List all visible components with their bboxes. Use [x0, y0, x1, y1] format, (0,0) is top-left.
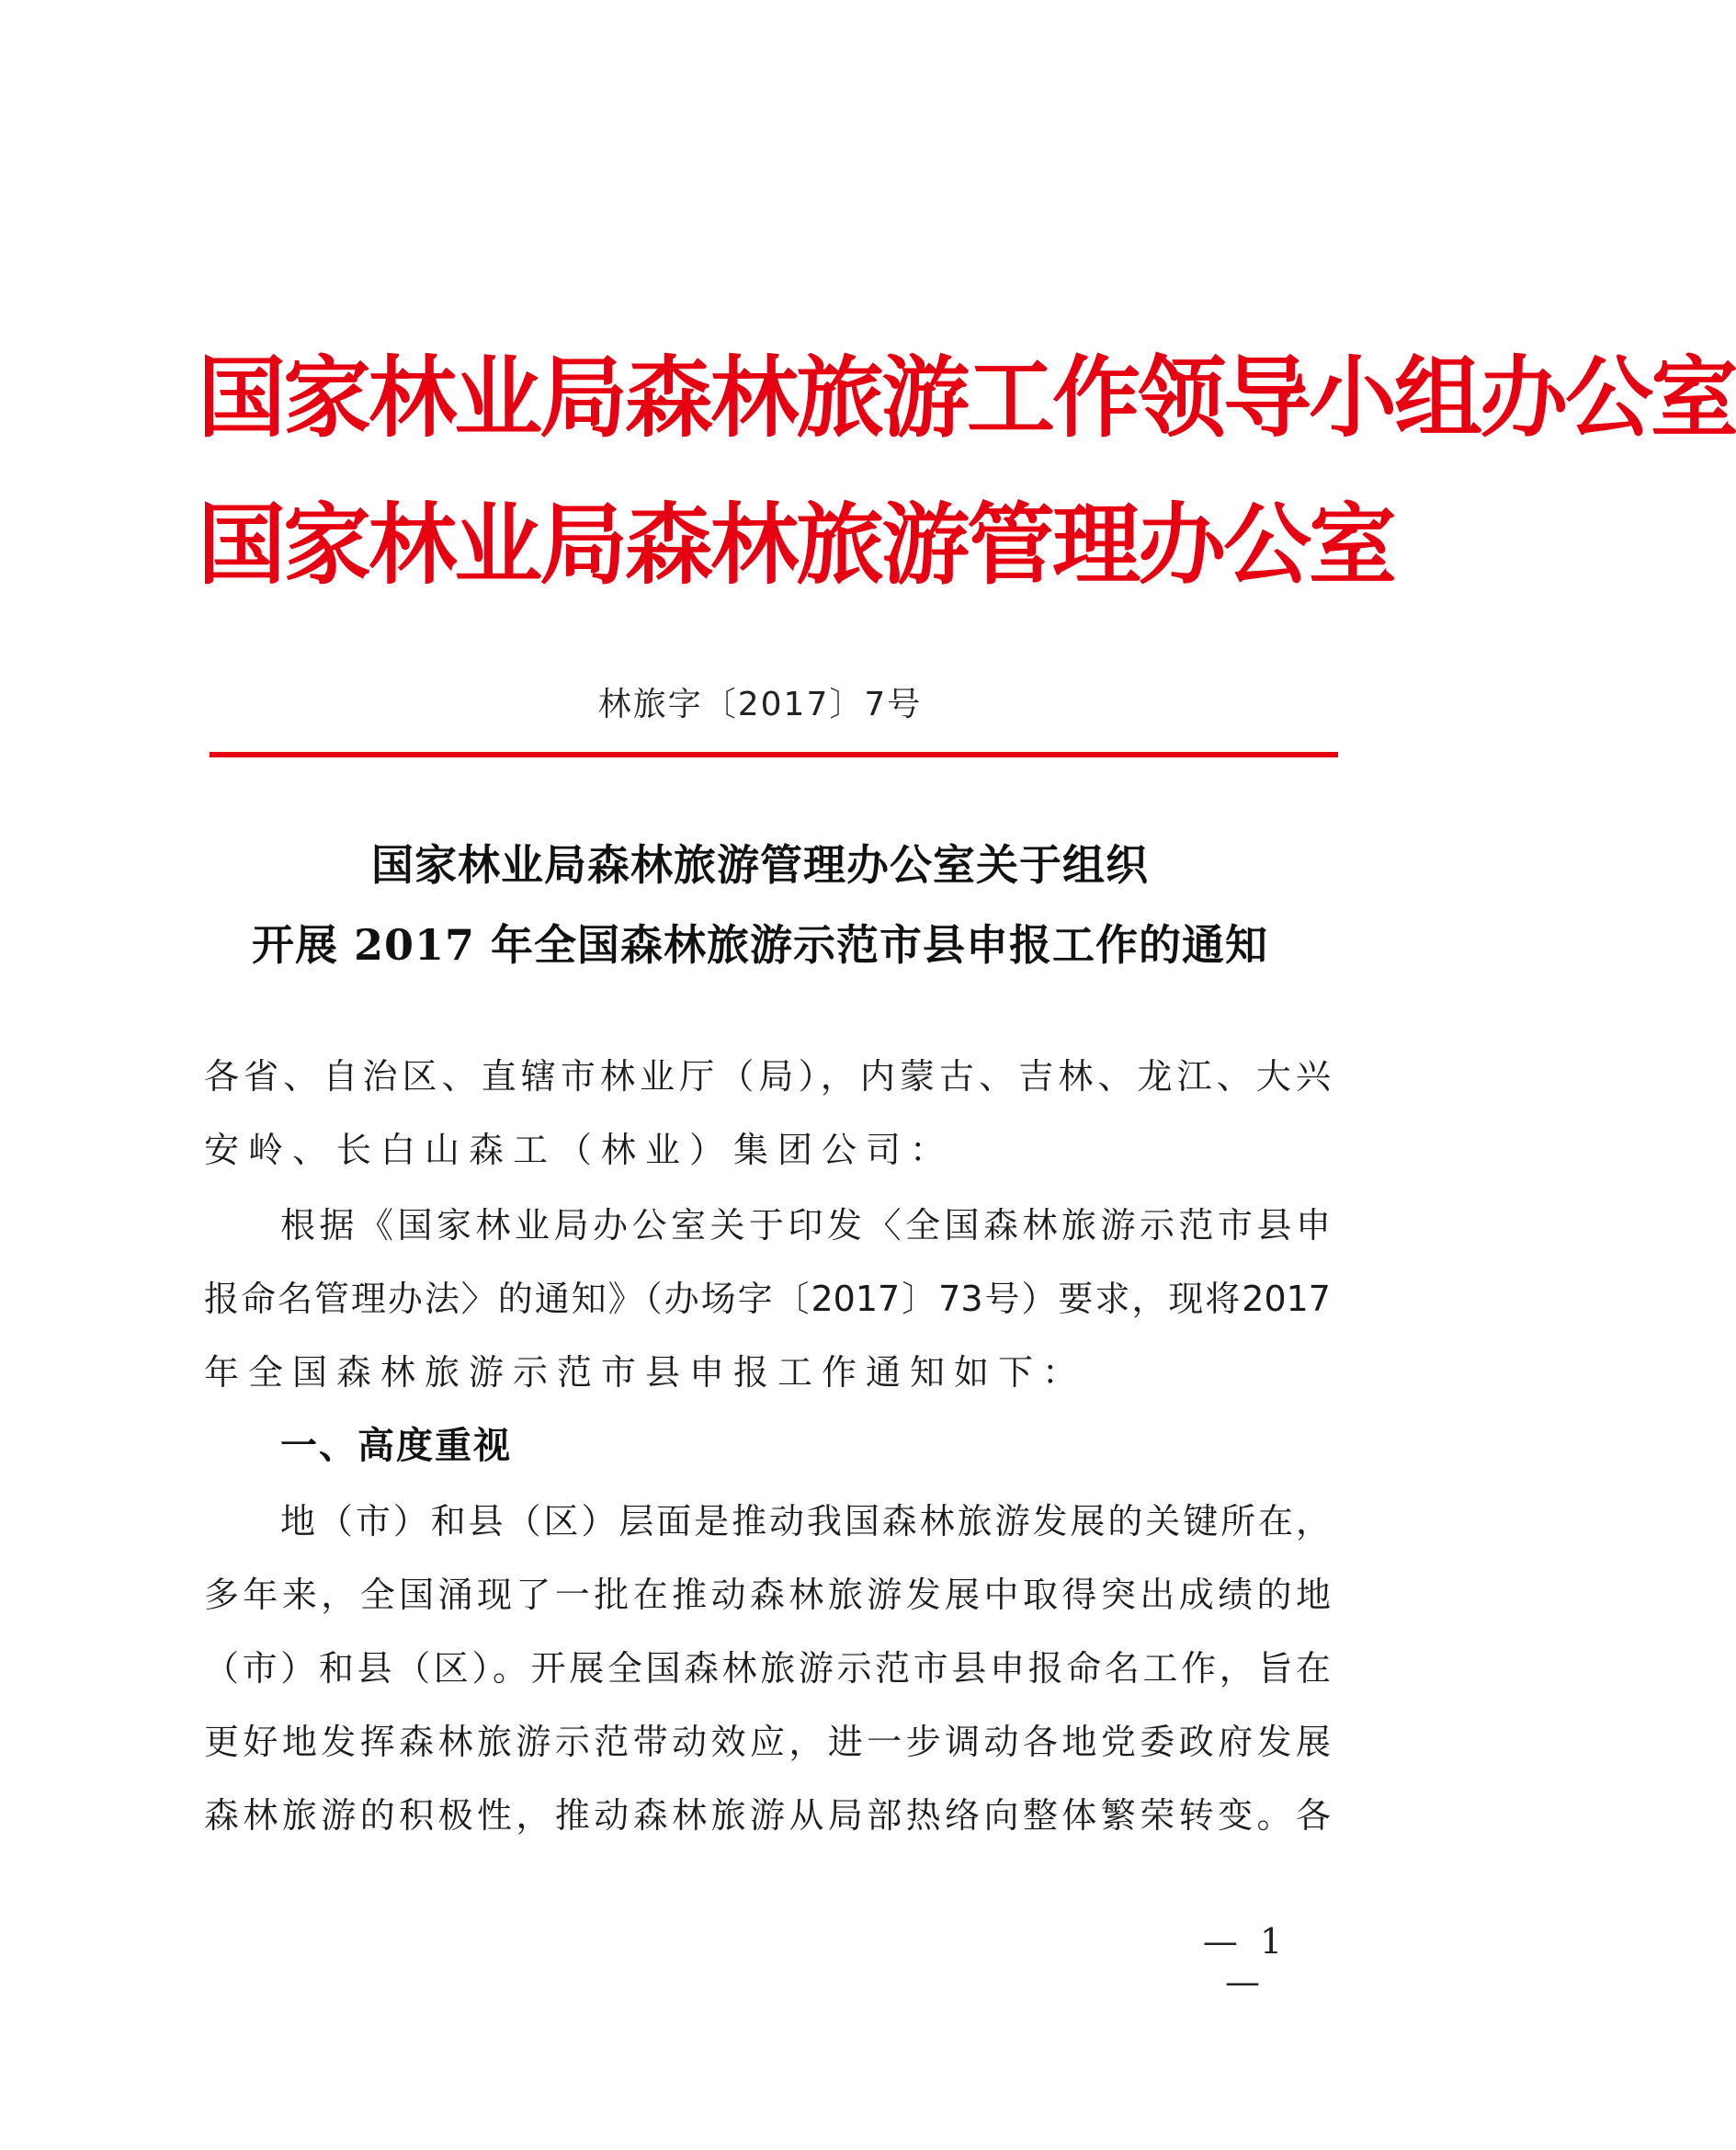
issuer-line-2: 国家林业局森林旅游管理办公室	[198, 493, 1394, 597]
section1-line-5: 森林旅游的积极性，推动森林旅游从局部热络向整体繁荣转变。各	[204, 1795, 1331, 1836]
issuer-line-1: 国家林业局森林旅游工作领导小组办公室	[198, 346, 1736, 449]
intro-line-1: 根据《国家林业局办公室关于印发〈全国森林旅游示范市县申	[280, 1205, 1331, 1246]
section1-line-3: （市）和县（区）。开展全国森林旅游示范市县申报命名工作，旨在	[204, 1648, 1331, 1689]
section1-line-4: 更好地发挥森林旅游示范带动效应，进一步调动各地党委政府发展	[204, 1722, 1331, 1762]
notice-title-line-1: 国家林业局森林旅游管理办公室关于组织	[371, 840, 1149, 890]
section1-line-2: 多年来，全国涌现了一批在推动森林旅游发展中取得突出成绩的地	[204, 1575, 1331, 1615]
addressee-line-1: 各省、自治区、直辖市林业厅（局），内蒙古、吉林、龙江、大兴	[204, 1056, 1331, 1097]
notice-title-line-2: 开展 2017 年全国森林旅游示范市县申报工作的通知	[251, 920, 1269, 970]
red-separator-rule	[210, 752, 1338, 757]
addressee-line-2: 安岭、长白山森工（林业）集团公司：	[204, 1130, 955, 1170]
section-heading-1: 一、高度重视	[280, 1425, 512, 1467]
document-number: 林旅字〔2017〕7号	[597, 686, 923, 723]
page-number: — 1 —	[1202, 1921, 1288, 2002]
section1-line-1: 地（市）和县（区）层面是推动我国森林旅游发展的关键所在，	[280, 1501, 1331, 1541]
intro-line-3: 年全国森林旅游示范市县申报工作通知如下：	[204, 1352, 1087, 1393]
intro-line-2: 报命名管理办法〉的通知》（办场字〔2017〕73号）要求，现将2017	[204, 1279, 1331, 1319]
